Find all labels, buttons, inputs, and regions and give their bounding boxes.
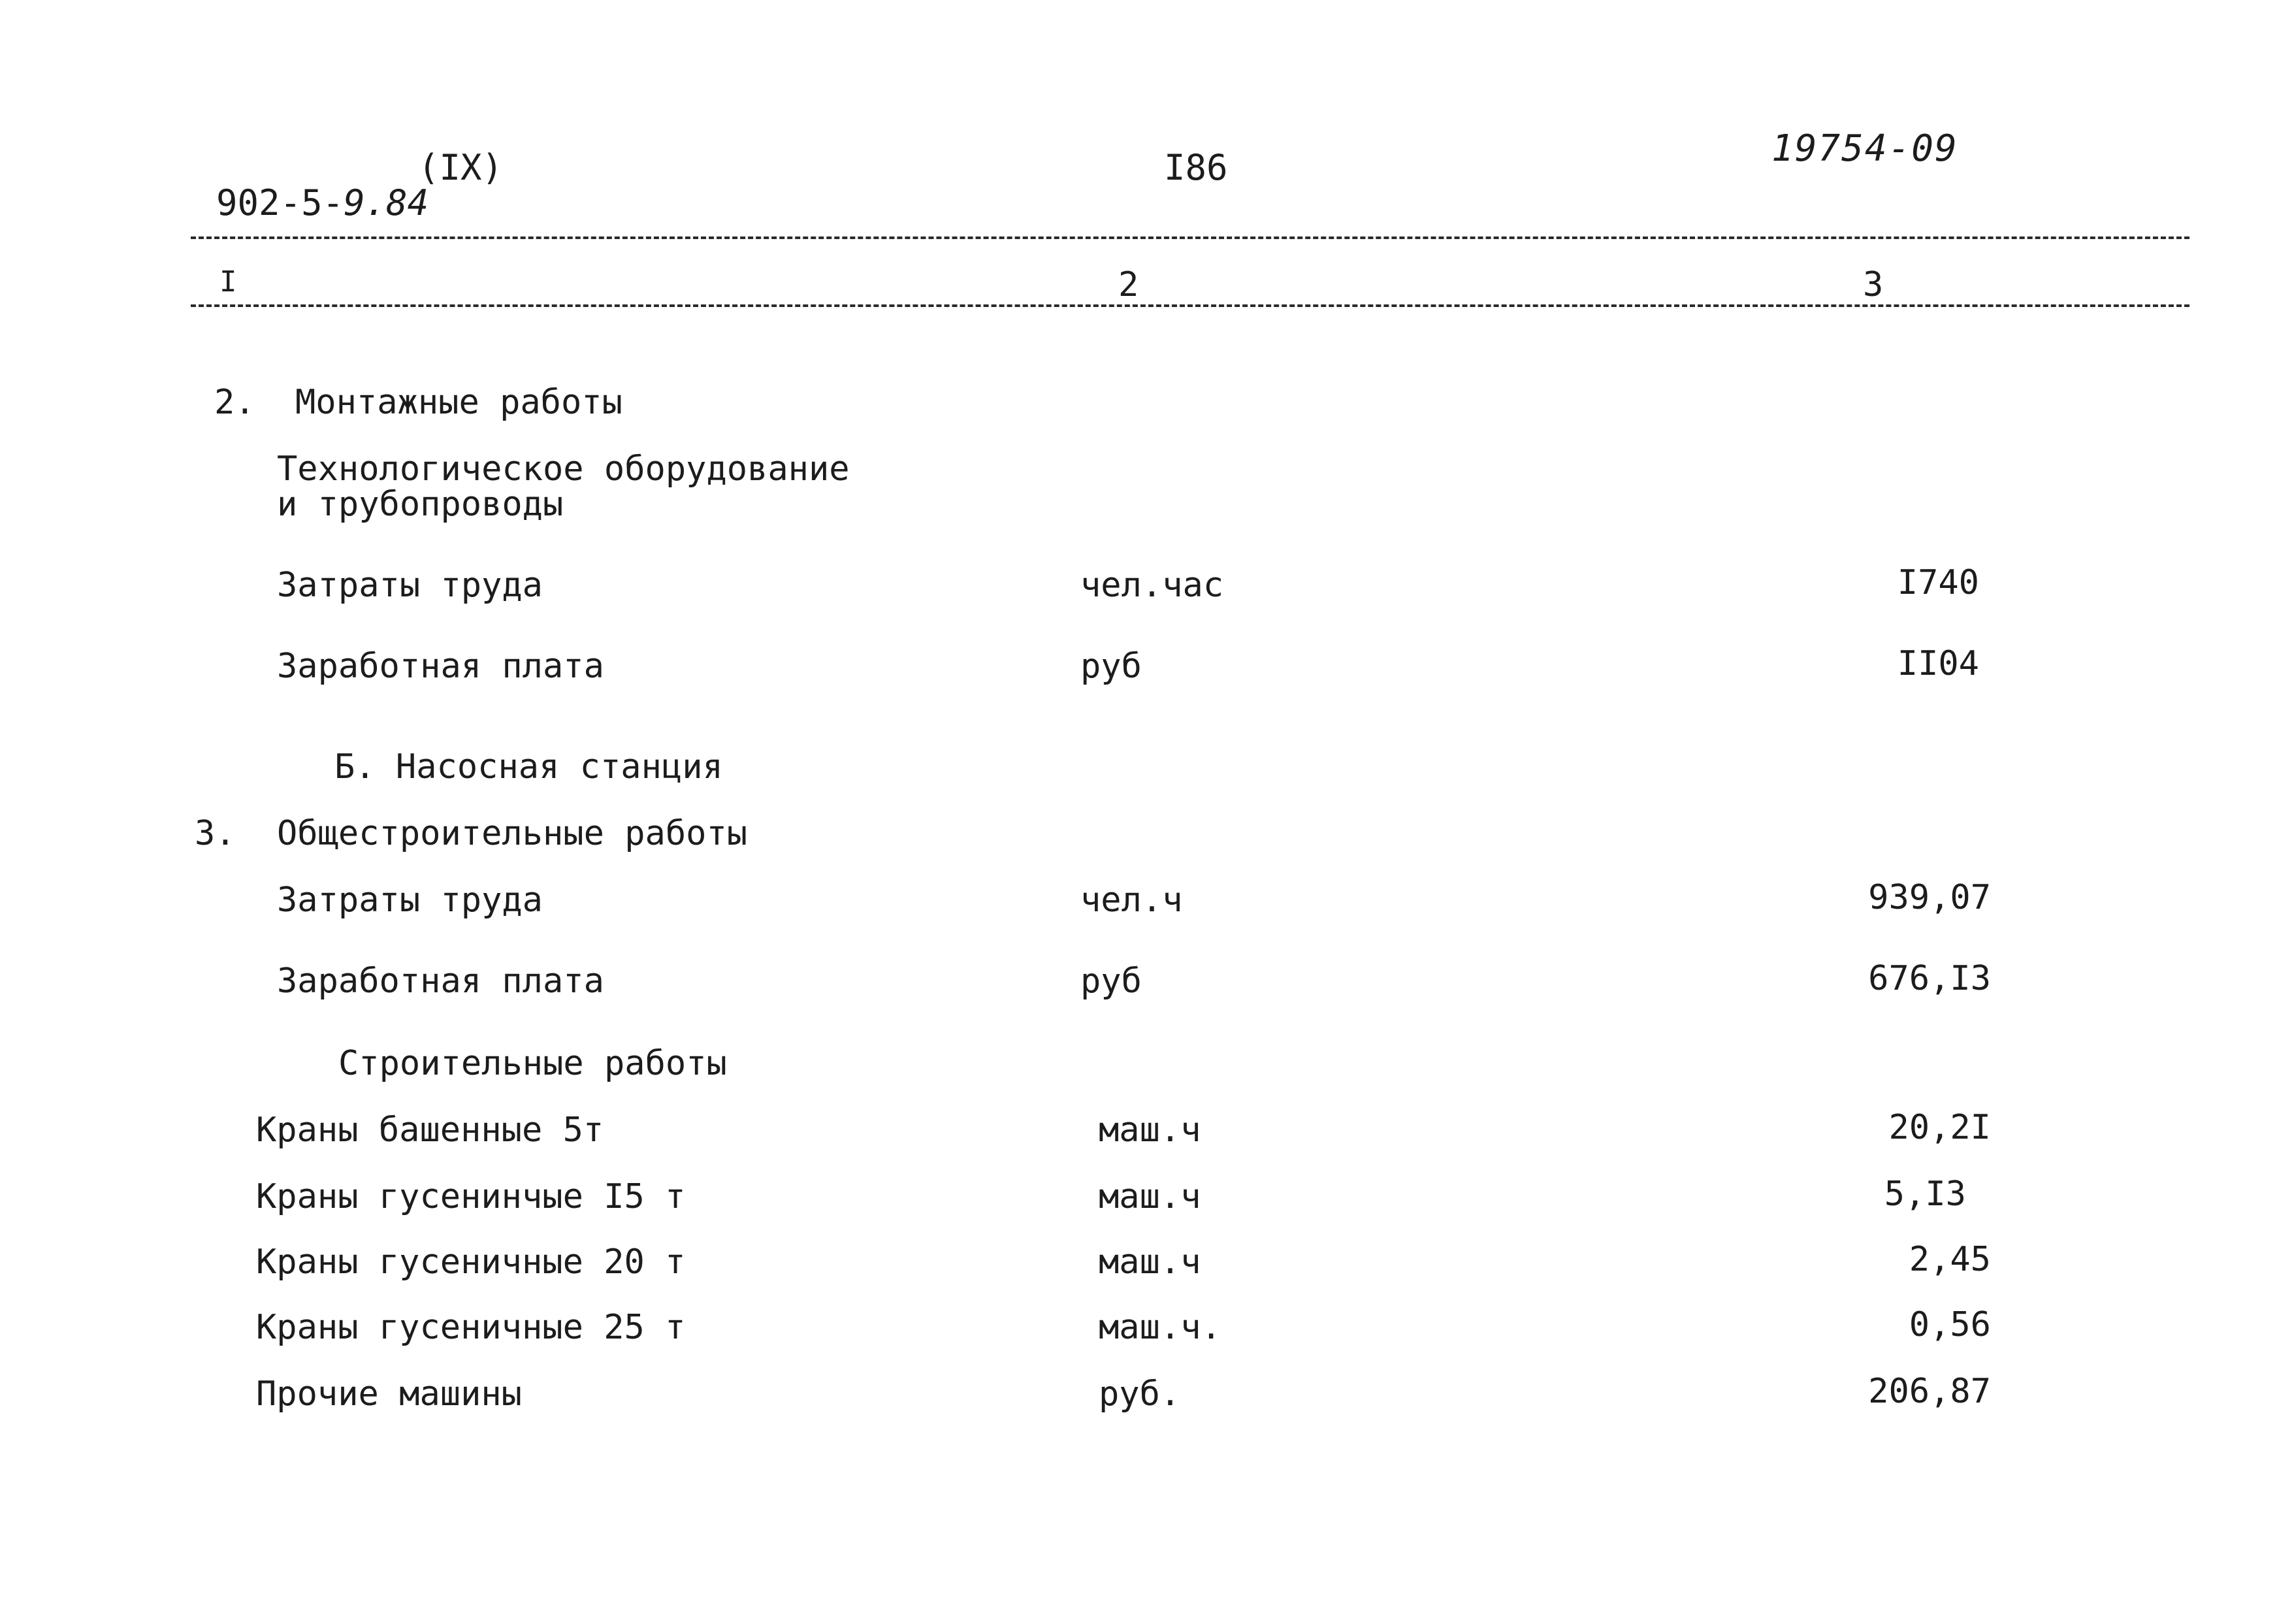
row-unit: маш.ч	[1099, 1177, 1201, 1216]
row-value: 5,I3	[1884, 1175, 1966, 1214]
inventory-stamp: 19754-09	[1771, 127, 1958, 170]
row-value: I740	[1897, 563, 1979, 602]
row-value: 939,07	[1868, 878, 1991, 917]
row-unit: руб.	[1099, 1374, 1181, 1414]
row-name: Заработная плата	[277, 647, 604, 686]
row-name: Краны гусенинчые I5 т	[256, 1177, 686, 1216]
row-unit: руб	[1080, 647, 1142, 686]
section-2-subtitle-line2: и трубопроводы	[277, 485, 564, 524]
column-1-label: I	[219, 265, 237, 299]
row-value: 20,2I	[1888, 1108, 1991, 1147]
section-2-subtitle-line1: Технологическое оборудование	[277, 449, 850, 489]
row-name: Заработная плата	[277, 962, 604, 1001]
row-unit: руб	[1080, 962, 1142, 1001]
document-part: (IX)	[418, 147, 504, 188]
row-name: Прочие машины	[256, 1374, 522, 1414]
row-name: Затраты труда	[277, 566, 543, 605]
row-value: 206,87	[1868, 1372, 1991, 1411]
row-unit: чел.ч	[1080, 881, 1183, 920]
row-unit: маш.ч	[1099, 1111, 1201, 1150]
section-2-title: Монтажные работы	[295, 383, 622, 422]
row-value: 676,I3	[1868, 959, 1991, 998]
column-2-label: 2	[1118, 265, 1139, 304]
section-b-title: Б. Насосная станция	[334, 747, 723, 787]
divider-bottom	[191, 304, 2189, 307]
row-name: Затраты труда	[277, 881, 543, 920]
document-code	[174, 150, 428, 221]
row-value: 2,45	[1909, 1240, 1991, 1279]
row-value: II04	[1897, 644, 1979, 683]
page-number: I86	[1164, 147, 1228, 188]
row-unit: чел.час	[1080, 566, 1224, 605]
row-name: Краны гусеничные 20 т	[256, 1242, 686, 1282]
row-unit: маш.ч.	[1099, 1308, 1221, 1347]
row-name: Краны гусеничные 25 т	[256, 1308, 686, 1347]
doc-code-handwritten: 9.84	[344, 182, 429, 223]
building-works-title: Строительные работы	[338, 1044, 727, 1083]
row-name: Краны башенные 5т	[256, 1111, 604, 1150]
section-2-number: 2.	[214, 383, 255, 422]
column-3-label: 3	[1863, 265, 1884, 304]
section-3-title: Общестроительные работы	[277, 814, 748, 853]
section-3-number: 3.	[195, 814, 236, 853]
doc-code-printed: 902-5-	[216, 182, 344, 223]
divider-top	[191, 236, 2189, 239]
row-value: 0,56	[1909, 1305, 1991, 1344]
row-unit: маш.ч	[1099, 1242, 1201, 1282]
